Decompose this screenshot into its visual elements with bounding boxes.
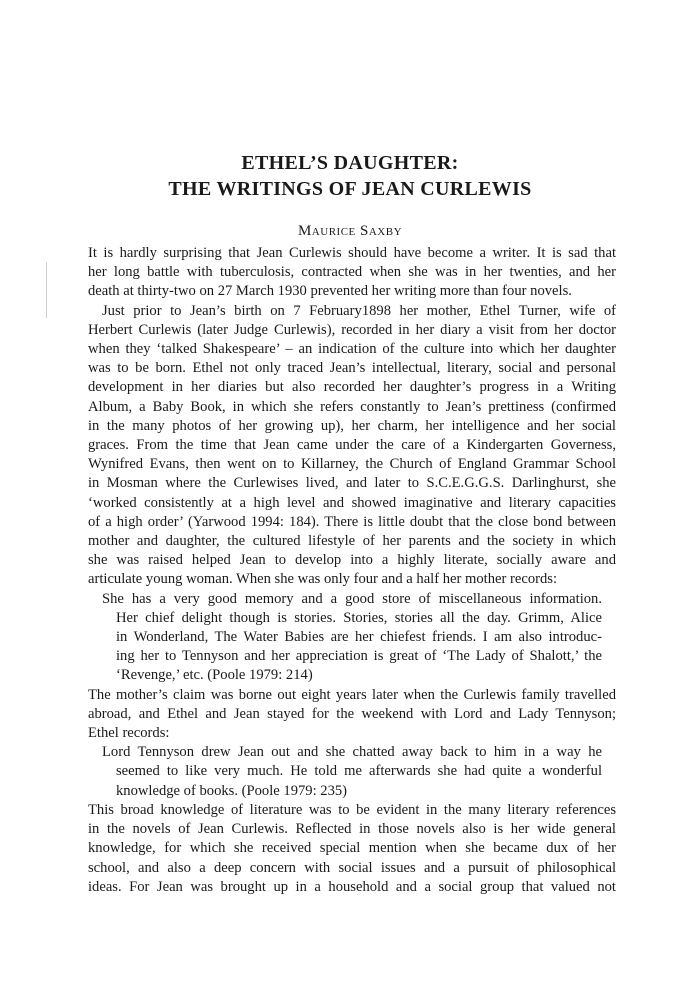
paragraph <box>88 801 616 897</box>
text-line: in Mosman where the Curlewises lived, and later to S.C.E.G.G.S. Darlinghurst, she <box>88 475 616 492</box>
quote-line: ‘Revenge,’ etc. (Poole 1979: 214) <box>116 667 313 684</box>
quote-line: seemed to like very much. He told me afterwards she had quite a wonderful <box>116 763 602 780</box>
scan-edge-mark <box>46 262 47 318</box>
text-line: graces. From the time that Jean came under the care of a Kindergarten Governess, <box>88 437 616 454</box>
text-line: ‘worked consistently at a high level and showed imaginative and literary capacities <box>88 494 616 511</box>
quote-line: Her chief delight though is stories. Stories, stories all the day. Grimm, Alice <box>116 609 602 626</box>
text-line: Album, a Baby Book, in which she refers constantly to Jean’s prettiness (confirmed <box>88 398 616 415</box>
quote-line: Lord Tennyson drew Jean out and she chatted away back to him in a way he <box>102 744 602 761</box>
paragraph <box>88 302 616 590</box>
article-author: Maurice Saxby <box>297 223 403 239</box>
body-text <box>88 244 616 897</box>
text-line: articulate young woman. When she was only four and a half her mother records: <box>88 571 558 588</box>
text-line: she was raised helped Jean to develop into a highly literate, socially aware and <box>88 552 616 569</box>
text-line: ideas. For Jean was brought up in a household and a social group that valued not <box>88 878 616 895</box>
article-header <box>0 150 700 241</box>
text-line: knowledge, for which she received special mention when she became dux of her <box>88 840 616 857</box>
block-quote <box>88 743 616 801</box>
article-title-line-1: ETHEL’S DAUGHTER: <box>241 152 459 174</box>
text-line: Herbert Curlewis (later Judge Curlewis), recorded in her diary a visit from her doctor <box>88 321 616 338</box>
quote-line: knowledge of books. (Poole 1979: 235) <box>116 782 348 799</box>
text-line: death at thirty-two on 27 March 1930 prevented her writing more than four novels. <box>88 283 572 300</box>
text-line: in the novels of Jean Curlewis. Reflected in those novels also is her wide general <box>88 821 616 838</box>
text-line: The mother’s claim was borne out eight years later when the Curlewis family travelled <box>88 686 616 703</box>
text-line: Ethel records: <box>88 725 170 742</box>
text-line: was to be born. Ethel not only traced Jean’s intellectual, literary, social and personal <box>88 360 616 377</box>
text-line: development in her diaries but also recorded her daughter’s progress in a Writing <box>88 379 616 396</box>
text-line: It is hardly surprising that Jean Curlewis should have become a writer. It is sad that <box>88 245 616 261</box>
quote-line: ing her to Tennyson and her appreciation is great of ‘The Lady of Shalott,’ the <box>116 648 602 665</box>
text-line: Just prior to Jean’s birth on 7 February1898 her mother, Ethel Turner, wife of <box>102 302 616 319</box>
text-line: This broad knowledge of literature was to be evident in the many literary references <box>88 801 616 818</box>
block-quote <box>88 590 616 686</box>
text-line: of a high order’ (Yarwood 1994: 184). There is little doubt that the close bond between <box>88 513 616 530</box>
text-line: mother and daughter, the cultured lifestyle of her parents and the society in which <box>88 533 616 550</box>
paragraph <box>88 686 616 744</box>
quote-line: She has a very good memory and a good store of miscellaneous information. <box>102 590 602 607</box>
text-line: when they ‘talked Shakespeare’ – an indication of the culture into which her daughter <box>88 341 616 358</box>
text-line: Wynifred Evans, then went on to Killarney, the Church of England Grammar School <box>88 456 616 473</box>
paragraph <box>88 244 616 302</box>
text-line: her long battle with tuberculosis, contracted when she was in her twenties, and her <box>88 264 616 281</box>
quote-line: in Wonderland, The Water Babies are her chiefest friends. I am also introduc- <box>116 629 602 646</box>
text-line: in the many photos of her growing up), her charm, her intelligence and her social <box>88 417 616 434</box>
text-line: abroad, and Ethel and Jean stayed for the weekend with Lord and Lady Tennyson; <box>88 705 616 722</box>
article-title-line-2: THE WRITINGS OF JEAN CURLEWIS <box>168 178 532 200</box>
text-line: school, and also a deep concern with social issues and a pursuit of philosophical <box>88 859 616 876</box>
